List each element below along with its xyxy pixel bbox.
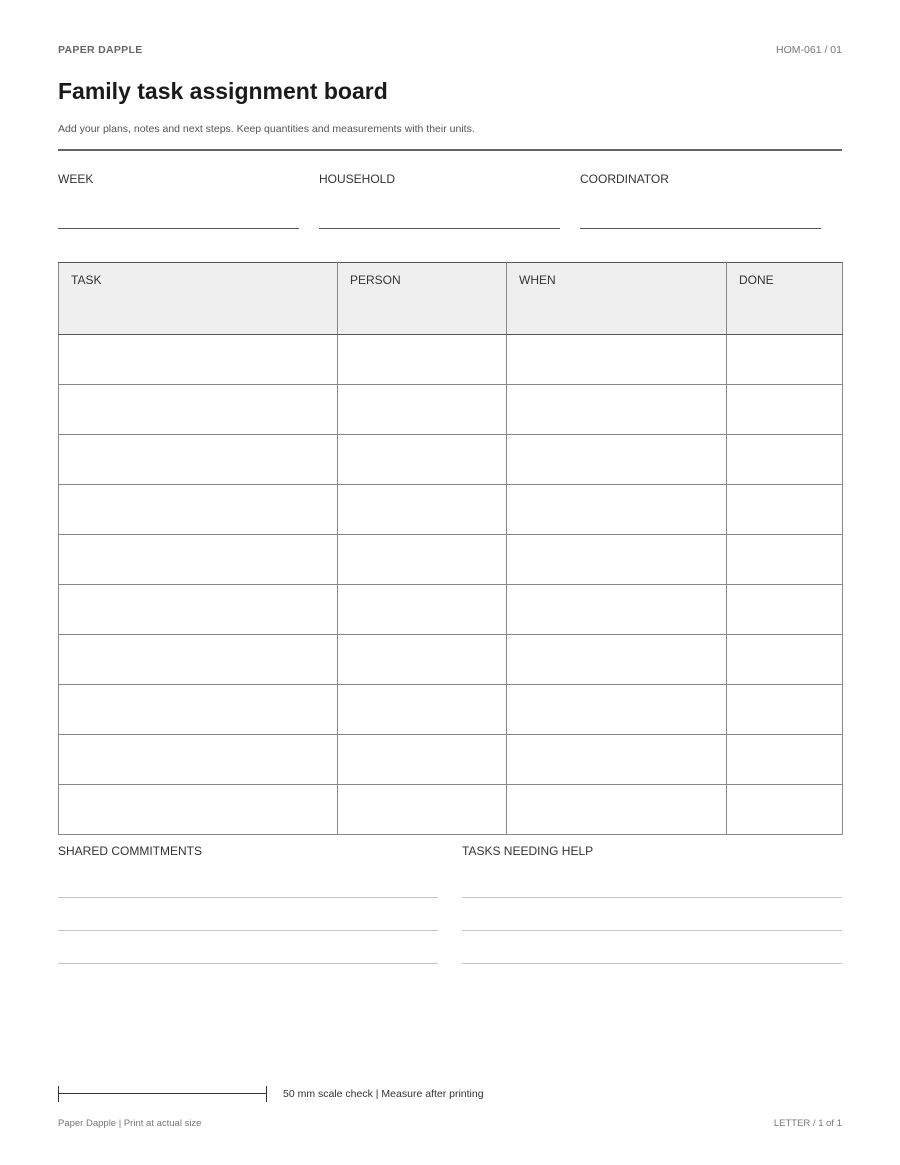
footer-left: Paper Dapple | Print at actual size [58,1118,202,1129]
shared-commitments-line[interactable] [58,963,438,964]
person-cell[interactable] [338,435,507,485]
column-header-task: TASK [59,263,338,335]
week-field[interactable] [58,228,299,229]
header-divider [58,149,842,151]
tasks-needing-help-line[interactable] [462,930,842,931]
table-row [59,335,843,385]
when-cell[interactable] [507,335,727,385]
table-row [59,785,843,835]
task-cell[interactable] [59,485,338,535]
column-header-person: PERSON [338,263,507,335]
person-cell[interactable] [338,685,507,735]
table-row [59,735,843,785]
task-cell[interactable] [59,635,338,685]
when-cell[interactable] [507,785,727,835]
done-cell[interactable] [727,485,843,535]
person-cell[interactable] [338,385,507,435]
tasks-needing-help-line[interactable] [462,897,842,898]
when-cell[interactable] [507,485,727,535]
done-cell[interactable] [727,535,843,585]
scale-bar [58,1086,267,1102]
task-cell[interactable] [59,785,338,835]
table-row [59,635,843,685]
table-row [59,585,843,635]
when-cell[interactable] [507,535,727,585]
when-cell[interactable] [507,735,727,785]
task-cell[interactable] [59,735,338,785]
table-row [59,385,843,435]
task-cell[interactable] [59,585,338,635]
person-cell[interactable] [338,335,507,385]
page-subtitle: Add your plans, notes and next steps. Keep quantities and measurements with their units. [58,123,475,135]
shared-commitments-line[interactable] [58,930,438,931]
coordinator-field[interactable] [580,228,821,229]
task-cell[interactable] [59,385,338,435]
task-cell[interactable] [59,335,338,385]
coordinator-label: COORDINATOR [580,172,669,186]
person-cell[interactable] [338,585,507,635]
task-table [58,262,843,835]
household-field[interactable] [319,228,560,229]
tasks-needing-help-label: TASKS NEEDING HELP [462,844,594,858]
table-row [59,535,843,585]
person-cell[interactable] [338,535,507,585]
shared-commitments-label: SHARED COMMITMENTS [58,844,202,858]
done-cell[interactable] [727,385,843,435]
when-cell[interactable] [507,435,727,485]
household-label: HOUSEHOLD [319,172,396,186]
document-id: HOM-061 / 01 [776,44,842,56]
person-cell[interactable] [338,785,507,835]
week-label: WEEK [58,172,94,186]
task-cell[interactable] [59,435,338,485]
table-row [59,485,843,535]
done-cell[interactable] [727,635,843,685]
when-cell[interactable] [507,685,727,735]
done-cell[interactable] [727,435,843,485]
person-cell[interactable] [338,635,507,685]
task-cell[interactable] [59,685,338,735]
table-row [59,685,843,735]
table-row [59,435,843,485]
person-cell[interactable] [338,735,507,785]
column-header-done: DONE [727,263,843,335]
shared-commitments-line[interactable] [58,897,438,898]
when-cell[interactable] [507,635,727,685]
done-cell[interactable] [727,735,843,785]
done-cell[interactable] [727,585,843,635]
done-cell[interactable] [727,335,843,385]
footer-right: LETTER / 1 of 1 [773,1118,842,1129]
column-header-when: WHEN [507,263,727,335]
when-cell[interactable] [507,385,727,435]
page-title: Family task assignment board [58,78,388,104]
brand-name: PAPER DAPPLE [58,44,143,56]
done-cell[interactable] [727,785,843,835]
table-header-row [59,263,843,335]
task-cell[interactable] [59,535,338,585]
done-cell[interactable] [727,685,843,735]
when-cell[interactable] [507,585,727,635]
tasks-needing-help-line[interactable] [462,963,842,964]
person-cell[interactable] [338,485,507,535]
scale-check-text: 50 mm scale check | Measure after printing [283,1088,484,1100]
